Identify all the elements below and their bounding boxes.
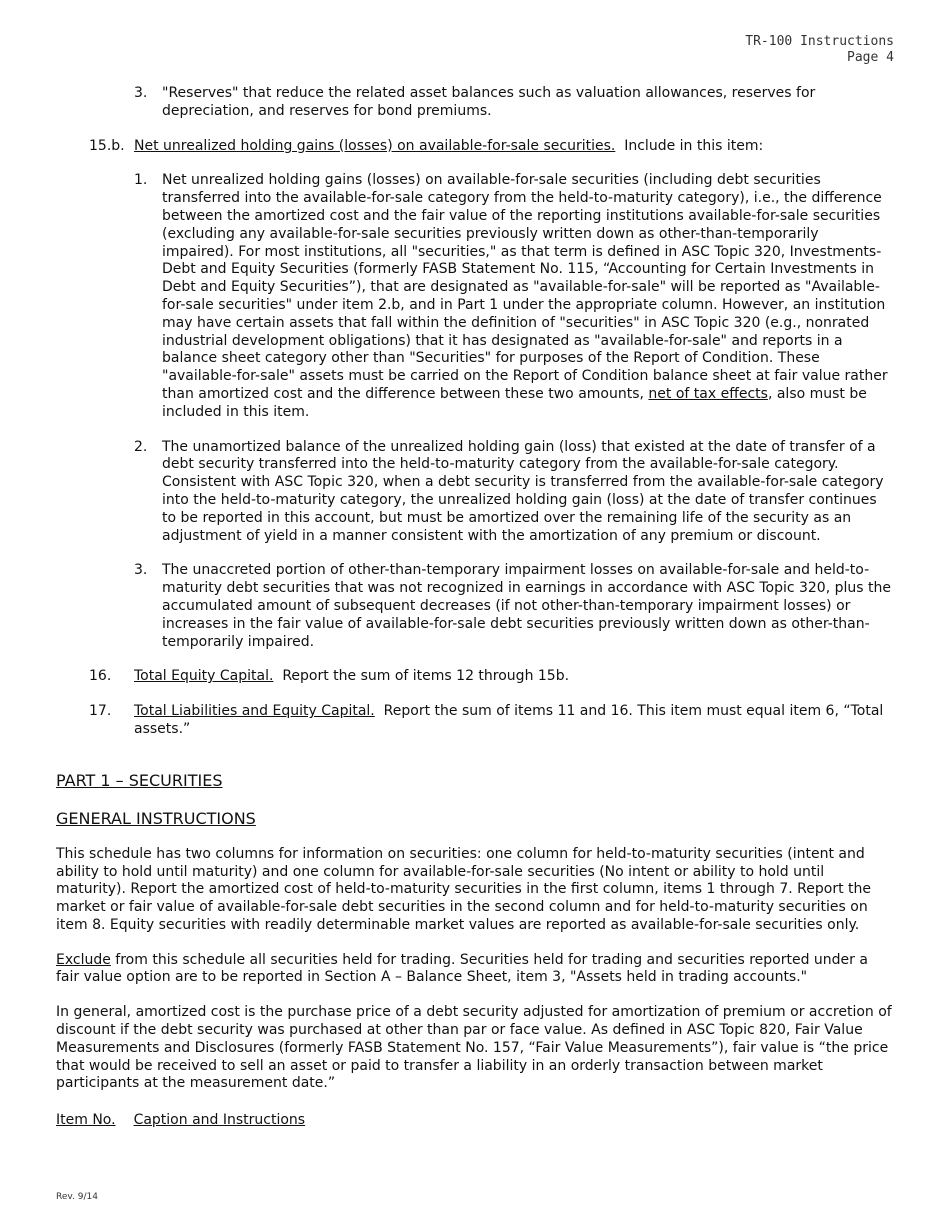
item-caption: Net unrealized holding gains (losses) on available-for-sale securities. (134, 137, 616, 154)
item-15a-sub-3 (56, 85, 894, 121)
item-15b-sub-2 (56, 439, 894, 546)
item-number: 16. (89, 668, 112, 685)
item-number: 15.b. (89, 137, 125, 154)
item-15b-sub-3 (56, 562, 894, 651)
list-number: 3. (134, 85, 148, 101)
list-text: Net unrealized holding gains (losses) on available-for-sale securities (including debt securities transferred into the available-for-sale category from the held-to-maturity category), i.e., the difference between the amortized cost and the fair value of the reporting institutions available-for-sale securities (excluding any available-for-sale securities previously written down as other-than-temporarily impaired). For most institutions, all "securities," as that term is defined in ASC Topic 320, Investments-Debt and Equity Securities (formerly FASB Statement No. 115, “Accounting for Certain Investments in Debt and Equity Securities”), that are designated as "available-for-sale" will be reported as "Available-for-sale securities" under item 2.b, and in Part 1 under the appropriate column. However, an institution may have certain assets that fall within the definition of "securities" in ASC Topic 320 (e.g., nonrated industrial development obligations) that it has designated as "available-for-sale" and reports in a balance sheet category other than "Securities" for purposes of the Report of Condition. These "available-for-sale" assets must be carried on the Report of Condition balance sheet at fair value rather than amortized cost and the difference between these two amounts, (162, 172, 888, 402)
underlined-phrase: net of tax effects (648, 385, 768, 402)
item-text: Report the sum of items 12 through 15b. (282, 668, 570, 685)
item-text: Report the sum of items 11 and 16. This item must equal item 6, “Total assets.” (134, 703, 884, 737)
part-1-heading: PART 1 – SECURITIES (56, 770, 223, 790)
paragraph-columns: This schedule has two columns for information on securities: one column for held-to-maturity securities (intent and ability to hold until maturity) and one column for available-for-sale securities (No intent or ability to hold until maturity). Report the amortized cost of held-to-maturity securities in the first column, items 1 through 7. Report the market or fair value of available-for-sale debt securities in the second column and for held-to-maturity securities on item 8. Equity securities with readily determinable market values are reported as available-for-sale securities only. (56, 845, 872, 933)
paragraph-amortized-cost: In general, amortized cost is the purchase price of a debt security adjusted for amortization of premium or accretion of discount if the debt security was purchased at other than par or face value. As defined in ASC Topic 820, Fair Value Measurements and Disclosures (formerly FASB Statement No. 157, “Fair Value Measurements”), fair value is “the price that would be received to sell an asset or paid to transfer a liability in an orderly transaction between market participants at the measurement date.” (56, 1004, 892, 1092)
page-header (745, 34, 894, 66)
revision-footer: Rev. 9/14 (56, 1192, 98, 1202)
list-number: 3. (134, 562, 148, 579)
item-17 (56, 703, 894, 739)
list-text: The unamortized balance of the unrealized holding gain (loss) that existed at the date of transfer of a debt security transferred into the held-to-maturity category from the available-for-sale category. Consistent with ASC Topic 320, when a debt security is transferred from the available-for-sale category into the held-to-maturity category, the unrealized holding gain (loss) at the date of transfer continues to be reported in this account, but must be amortized over the remaining life of the security as an adjustment of yield in a manner consistent with the amortization of any premium or discount. (162, 438, 884, 544)
caption-header: Caption and Instructions (133, 1112, 306, 1129)
document-body (56, 85, 894, 1130)
header-doc-title: TR-100 Instructions (745, 34, 894, 49)
item-caption: Total Liabilities and Equity Capital. (134, 703, 375, 720)
list-text: The unaccreted portion of other-than-temporary impairment losses on available-for-sale and held-to-maturity debt securities that was not recognized in earnings in accordance with ASC Topic 320, plus the accumulated amount of subsequent decreases (if not other-than-temporary impairment losses) or increases in the fair value of available-for-sale debt securities previously written down as other-than-temporarily impaired. (162, 562, 891, 650)
item-text: Include in this item: (624, 137, 764, 154)
item-caption: Total Equity Capital. (134, 668, 274, 685)
list-number: 1. (134, 172, 148, 189)
underlined-phrase: Exclude (56, 951, 111, 968)
table-header-row (56, 1112, 894, 1130)
general-instructions-heading: GENERAL INSTRUCTIONS (56, 808, 256, 828)
paragraph-exclude (56, 952, 894, 988)
item-15b (56, 138, 894, 156)
item-number: 17. (89, 703, 112, 720)
list-text: "Reserves" that reduce the related asset balances such as valuation allowances, reserves for depreciation, and reserves for bond premiums. (162, 85, 816, 119)
item-no-header: Item No. (56, 1112, 116, 1129)
list-number: 2. (134, 438, 148, 455)
paragraph-text: from this schedule all securities held for trading. Securities held for trading and securities reported under a fair value option are to be reported in Section A – Balance Sheet, item 3, "Assets held in trading accounts." (56, 951, 868, 986)
list-text-end: , also must be included in this item. (162, 385, 867, 420)
header-page-number: Page 4 (847, 50, 894, 65)
item-15b-sub-1 (56, 172, 894, 421)
item-16 (56, 668, 894, 686)
